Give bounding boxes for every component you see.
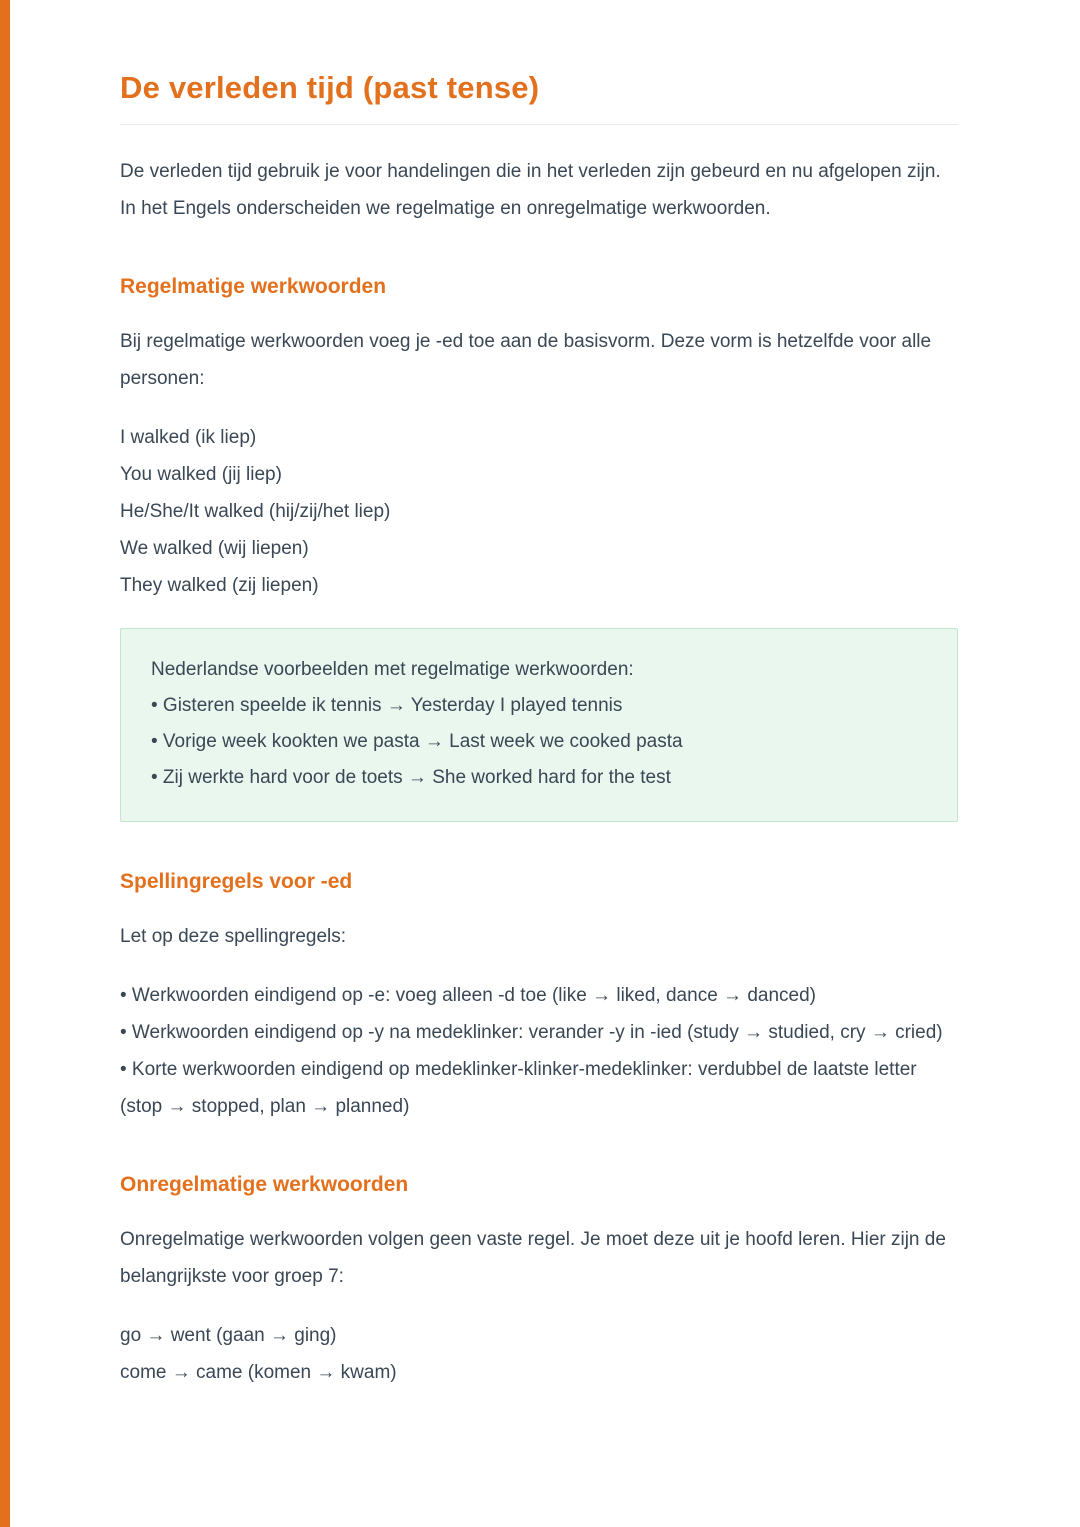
section-irregular-verbs [120,1173,958,1391]
section-regular-verbs [120,275,958,822]
callout-title: Nederlandse voorbeelden met regelmatige werkwoorden: [151,659,634,680]
irregular-verb-line: go → went (gaan → ging) [120,1325,337,1346]
irregular-verb-line: come → came (komen → kwam) [120,1362,397,1383]
irregular-paragraph: Onregelmatige werkwoorden volgen geen vaste regel. Je moet deze uit je hoofd leren. Hier zijn de belangrijkste voor groep 7: [120,1229,946,1287]
spelling-rule-list [120,977,958,1125]
conjugation-line: They walked (zij liepen) [120,575,319,596]
regular-paragraph: Bij regelmatige werkwoorden voeg je -ed toe aan de basisvorm. Deze vorm is hetzelfde voor alle personen: [120,331,932,389]
section-heading-regular: Regelmatige werkwoorden [120,275,387,298]
callout-example-item: • Zij werkte hard voor de toets → She worked hard for the test [151,767,671,788]
conjugation-line: He/She/It walked (hij/zij/het liep) [120,501,391,522]
spelling-rule-item: • Korte werkwoorden eindigend op medeklinker-klinker-medeklinker: verdubbel de laatste letter (stop → stopped, plan → planned) [120,1059,917,1117]
intro-paragraph: De verleden tijd gebruik je voor handelingen die in het verleden zijn gebeurd en nu afgelopen zijn. In het Engels onderscheiden we regelmatige en onregelmatige werkwoorden. [120,161,941,219]
conjugation-line: We walked (wij liepen) [120,538,309,559]
spelling-rule-item: • Werkwoorden eindigend op -e: voeg alleen -d toe (like → liked, dance → danced) [120,985,816,1006]
callout-example-item: • Gisteren speelde ik tennis → Yesterday I played tennis [151,695,623,716]
page-accent-bar [0,0,10,1527]
section-spelling-rules [120,870,958,1125]
conjugation-line: You walked (jij liep) [120,464,282,485]
conjugation-list [120,419,958,604]
spelling-rule-item: • Werkwoorden eindigend op -y na medeklinker: verander -y in -ied (study → studied, cry → cried) [120,1022,943,1043]
section-heading-spelling: Spellingregels voor -ed [120,870,353,893]
examples-callout [120,628,958,822]
callout-example-item: • Vorige week kookten we pasta → Last week we cooked pasta [151,731,683,752]
irregular-verb-list [120,1317,958,1391]
spelling-paragraph: Let op deze spellingregels: [120,926,347,947]
page-title: De verleden tijd (past tense) [120,70,958,125]
section-heading-irregular: Onregelmatige werkwoorden [120,1173,409,1196]
conjugation-line: I walked (ik liep) [120,427,257,448]
